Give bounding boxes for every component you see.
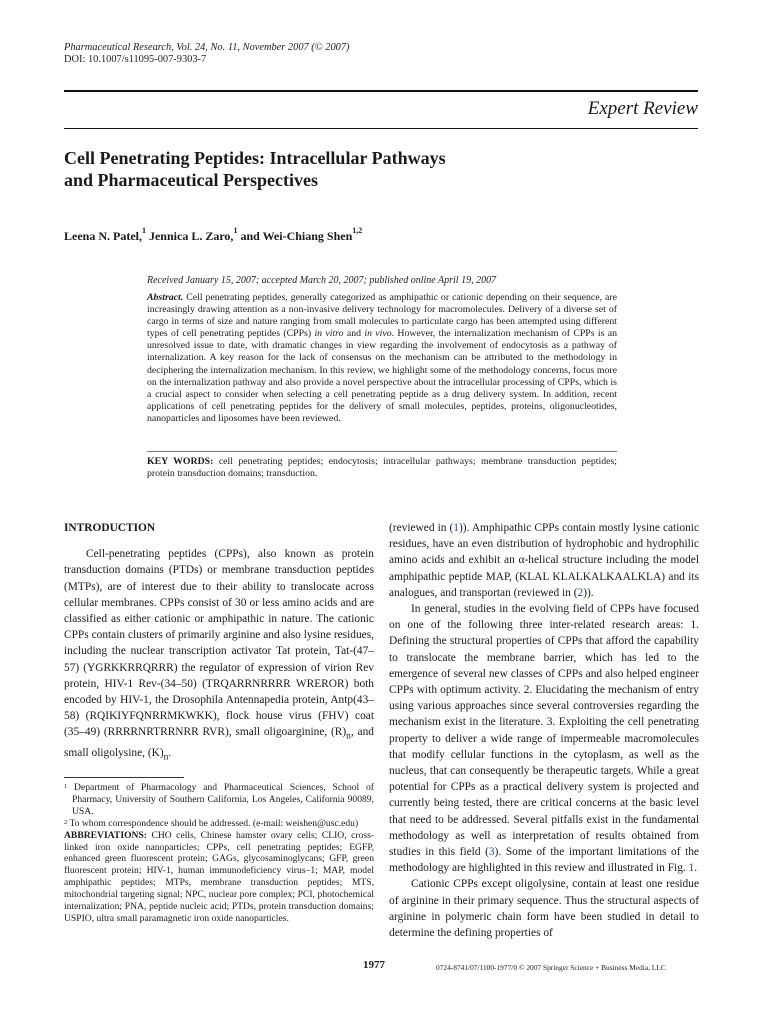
paragraph-text: . (694, 862, 698, 875)
keywords-divider (147, 451, 617, 452)
paragraph-text: , and small oligolysine, (K) (64, 726, 374, 759)
author-name: Leena N. Patel, (64, 229, 142, 243)
reference-link[interactable]: 1 (453, 522, 459, 534)
author-list (64, 226, 363, 244)
reference-link[interactable]: 3 (488, 846, 495, 859)
abstract (147, 292, 617, 425)
footnote (64, 818, 374, 830)
affiliation-mark: 1,2 (352, 226, 363, 235)
header-rule-bottom (64, 128, 698, 129)
abstract-in-vivo: in vivo (364, 328, 392, 340)
subscript: n (163, 752, 169, 763)
abstract-and: and (343, 328, 365, 340)
reference-link[interactable]: 2 (577, 586, 584, 599)
journal-citation: Pharmaceutical Research, Vol. 24, No. 11, November 2007 (© 2007) (64, 42, 350, 53)
paragraph (389, 520, 699, 601)
paragraph-text: )). Amphipathic CPPs contain mostly lysine cationic residues, have an even distribution of hydrophobic and hydrophilic amino acids and exhibit an α-helical structure including the model amphipathic peptide MAP, (KLAL KLALKALKAALKLA) and its analogues, and transportan (reviewed in ( (389, 522, 699, 599)
left-column (64, 520, 374, 765)
paragraph-text: (reviewed in ( (389, 522, 454, 534)
page-number: 1977 (363, 959, 385, 971)
right-column (389, 520, 699, 941)
abstract-in-vitro: in vitro (314, 328, 344, 340)
section-label: Expert Review (587, 98, 698, 119)
abstract-text: Cell penetrating peptides, generally categorized as amphipathic or cationic depending on their sequence, are increasingly drawing attention as a non-invasive delivery technology for macromolecules. Delivery of a diverse set of cargo in terms of size and nature ranging from small molecules to particulate cargo has been attempted using different types of cell penetrating peptides (CPPs) (147, 292, 617, 340)
header-rule-top (64, 90, 698, 92)
footnote-text: Department of Pharmacology and Pharmaceutical Sciences, School of Pharmacy, University of Southern California, Los Angeles, California 90089, USA. (67, 782, 374, 817)
abstract-label: Abstract. (147, 292, 184, 303)
paragraph (389, 601, 699, 876)
figure-link[interactable]: 1 (688, 862, 695, 875)
abbreviations-label: ABBREVIATIONS: (64, 829, 147, 841)
abstract-text-continued: . However, the internalization mechanism of CPPs is an unresolved issue to date, with dramatic changes in view regarding the involvement of endocytosis as a pathway of internalization. A key reason for the lack of consensus on the mechanism can be attributed to the methodology in deciphering the internalization mechanism. In this review, we highlight some of the methodology concerns, focus more on the internalization pathway and also provide a novel perspective about the intracellular processing of CPPs, which is a crucial aspect to consider when selecting a cell penetrating peptide as a drug delivery system. In addition, recent applications of cell penetrating peptides for the delivery of small molecules, peptides, proteins, oligonucleotides, nanoparticles and liposomes have been reviewed. (147, 328, 617, 424)
section-heading-introduction: INTRODUCTION (64, 522, 156, 534)
keywords (147, 456, 617, 480)
received-dates: Received January 15, 2007; accepted March 20, 2007; published online April 19, 2007 (147, 275, 497, 286)
footnotes (64, 782, 374, 925)
abbreviations (64, 830, 374, 925)
subscript: n (346, 731, 351, 742)
affiliation-mark: 1 (141, 226, 146, 235)
author-name: and Wei-Chiang Shen (237, 229, 353, 243)
title-line-1: Cell Penetrating Peptides: Intracellular Pathways (64, 148, 446, 168)
footnote (64, 782, 374, 818)
paragraph-text: )). (583, 586, 594, 599)
title-line-2: and Pharmaceutical Perspectives (64, 170, 318, 190)
author-name: Jennica L. Zaro, (145, 229, 234, 243)
article-title (64, 147, 684, 191)
paragraph (64, 546, 374, 765)
footnote-text: To whom correspondence should be addressed. (e-mail: weishen@usc.edu) (67, 817, 359, 829)
footnote-rule (64, 777, 184, 778)
abbreviations-text: CHO cells, Chinese hamster ovary cells; CLIO, cross-linked iron oxide nanoparticles; CPPs, cell penetrating peptides; EGFP, enhanced green fluorescent protein; GAGs, glycosaminoglycans; GFP, green fluorescent protein; HIV-1, human immunodeficiency virus–1; MAP, model amphipathic peptides; MTPs, membrane transduction peptides; MTS, mitochondrial targeting signal; NPC, nuclear pore complex; PCI, photochemical internalization; PNA, peptide nucleic acid; PTDs, protein transduction domains; USPIO, ultra small paramagnetic iron oxide nanoparticles. (64, 829, 374, 924)
paragraph: Cationic CPPs except oligolysine, contain at least one residue of arginine in their primary sequence. Thus the structural aspects of arginine in polymeric chain form have been studied in detail to determine the defining properties of (389, 878, 699, 940)
keywords-text: cell penetrating peptides; endocytosis; intracellular pathways; membrane transduction peptides; protein transduction domains; transduction. (147, 456, 618, 480)
paragraph-text: . (168, 746, 172, 759)
paragraph-text: Cell-penetrating peptides (CPPs), also known as protein transduction domains (PTDs) or membrane transduction peptides (MTPs), are of interest due to their ability to translocate across cellular membranes. CPPs consist of 30 or less amino acids and are classified as either cationic or amphipathic in nature. The cationic CPPs contain clusters of primarily arginine and also lysine residues, including the nuclear transcription activator Tat protein, Tat-(47–57) (YGRKKRRQRRR) the regulator of expression of virion Rev protein, HIV-1 Rev-(34–50) (TRQARRNRRRR WREROR) both encoded by HIV-1, the Drosophila Antennapedia protein, Antp(43–58) (RQIKIYFQNRRMKWKK), flock house virus (FHV) coat (35–49) (RRRRNRTRRNRR RVR), small oligoarginine, (R) (64, 548, 374, 739)
keywords-label: KEY WORDS: (147, 456, 214, 467)
doi-line[interactable]: DOI: 10.1007/s11095-007-9303-7 (64, 54, 207, 65)
paragraph-text: ). Some of the important limitations of the methodology are highlighted in this review and illustrated in Fig. (389, 846, 699, 875)
copyright-line: 0724-8741/07/1100-1977/0 © 2007 Springer Science + Business Media, LLC (436, 963, 666, 972)
paragraph-text: In general, studies in the evolving field of CPPs have focused on one of the following three inter-related research areas: 1. Defining the structural properties of CPPs that afford the capability to translocate the membrane barrier, which has led to the emergence of several new classes of CPPs and also helped engineer CPPs with optimum activity. 2. Elucidating the mechanism of entry using various approaches since several controversies regarding the mechanism exist in the literature. 3. Exploiting the cell penetrating property to deliver a wide range of impermeable macromolecules that modify cellular functions in the cytoplasm, as well as the nucleus, that can consequently be therapeutic targets. While a great potential for CPPs as a practical delivery system is projected and currently being tested, there are critical concerns at the basic level that need to be addressed. Several pitfalls exist in the fundamental methodology as well as interpretation of results obtained from studies in this field ( (389, 603, 699, 859)
footnote-mark: 2 (64, 818, 68, 826)
affiliation-mark: 1 (233, 226, 238, 235)
footnote-mark: 1 (64, 783, 68, 790)
